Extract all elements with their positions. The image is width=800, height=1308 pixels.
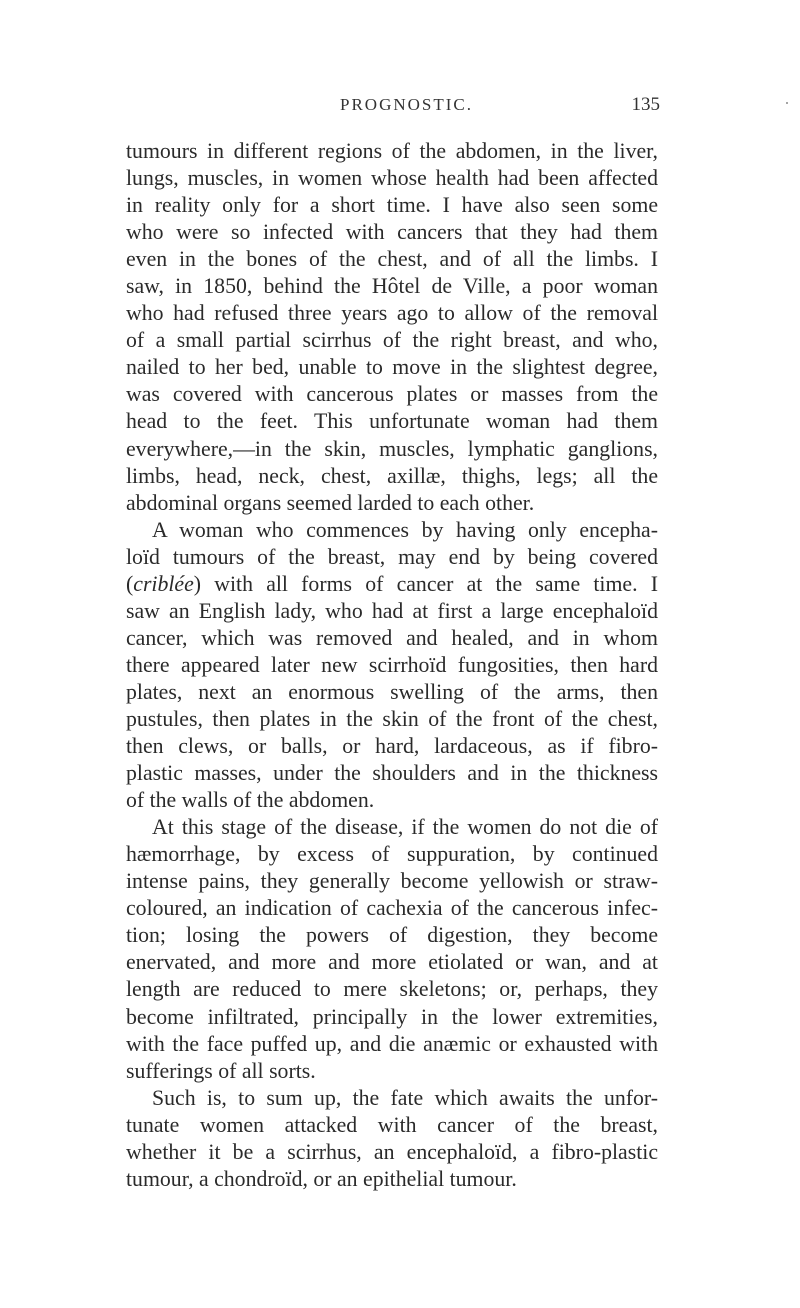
text-line: enervated, and more and more etiolated or wan, and at: [126, 950, 658, 975]
text-line: who had refused three years ago to allow of the removal: [126, 301, 658, 326]
text-line: then clews, or balls, or hard, lardaceous, as if fibro-: [126, 734, 658, 759]
text-line: tumour, a chondroïd, or an epithelial tumour.: [126, 1166, 517, 1191]
text-line: intense pains, they generally become yellowish or straw-: [126, 869, 658, 894]
text-line: limbs, head, neck, chest, axillæ, thighs, legs; all the: [126, 463, 658, 488]
text-line: with the face puffed up, and die anæmic or exhausted with: [126, 1031, 658, 1056]
text-line: Such is, to sum up, the fate which awaits the unfor-: [152, 1085, 658, 1110]
text-line: head to the feet. This unfortunate woman had them: [126, 409, 658, 434]
text-line: abdominal organs seemed larded to each other.: [126, 490, 535, 515]
body-text: [126, 138, 658, 1193]
text-line: become infiltrated, principally in the lower extremities,: [126, 1004, 658, 1029]
text-line: tunate women attacked with cancer of the breast,: [126, 1112, 658, 1137]
text-line: pustules, then plates in the skin of the front of the chest,: [126, 706, 658, 731]
text-line: lungs, muscles, in women whose health had been affected: [126, 166, 658, 191]
text-line: loïd tumours of the breast, may end by being covered: [126, 544, 658, 569]
running-head: PROGNOSTIC.: [340, 95, 473, 114]
text-line: length are reduced to mere skeletons; or, perhaps, they: [126, 977, 658, 1002]
page-number: 135: [631, 94, 660, 115]
text-line: of a small partial scirrhus of the right breast, and who,: [126, 328, 658, 353]
text-line: cancer, which was removed and healed, and in whom: [126, 625, 658, 650]
text-line: At this stage of the disease, if the women do not die of: [152, 815, 658, 840]
page-header: [340, 94, 660, 116]
text-line: there appeared later new scirrhoïd fungosities, then hard: [126, 652, 658, 677]
text-line: nailed to her bed, unable to move in the slightest degree,: [126, 355, 658, 380]
text-line: plates, next an enormous swelling of the arms, then: [126, 679, 658, 704]
text-line: even in the bones of the chest, and of all the limbs. I: [126, 247, 658, 272]
paper-speck: [786, 102, 788, 104]
text-line: A woman who commences by having only encepha-: [152, 517, 658, 542]
text-line: saw, in 1850, behind the Hôtel de Ville, a poor woman: [126, 274, 658, 299]
text-line: in reality only for a short time. I have also seen some: [126, 193, 658, 218]
text-line: sufferings of all sorts.: [126, 1058, 316, 1083]
text-line: of the walls of the abdomen.: [126, 788, 375, 813]
text-line: tion; losing the powers of digestion, they become: [126, 923, 658, 948]
text-line: who were so infected with cancers that they had them: [126, 220, 658, 245]
text-line: tumours in different regions of the abdomen, in the liver,: [126, 139, 658, 163]
text-line: (criblée) with all forms of cancer at the same time. I: [126, 571, 658, 596]
text-line: whether it be a scirrhus, an encephaloïd, a fibro-plastic: [126, 1139, 658, 1164]
text-line: was covered with cancerous plates or masses from the: [126, 382, 658, 407]
text-line: plastic masses, under the shoulders and in the thickness: [126, 761, 658, 786]
text-line: coloured, an indication of cachexia of the cancerous infec-: [126, 896, 658, 921]
text-line: saw an English lady, who had at first a large encephaloïd: [126, 598, 658, 623]
text-line: everywhere,—in the skin, muscles, lymphatic ganglions,: [126, 436, 658, 461]
text-line: hæmorrhage, by excess of suppuration, by continued: [126, 842, 658, 867]
